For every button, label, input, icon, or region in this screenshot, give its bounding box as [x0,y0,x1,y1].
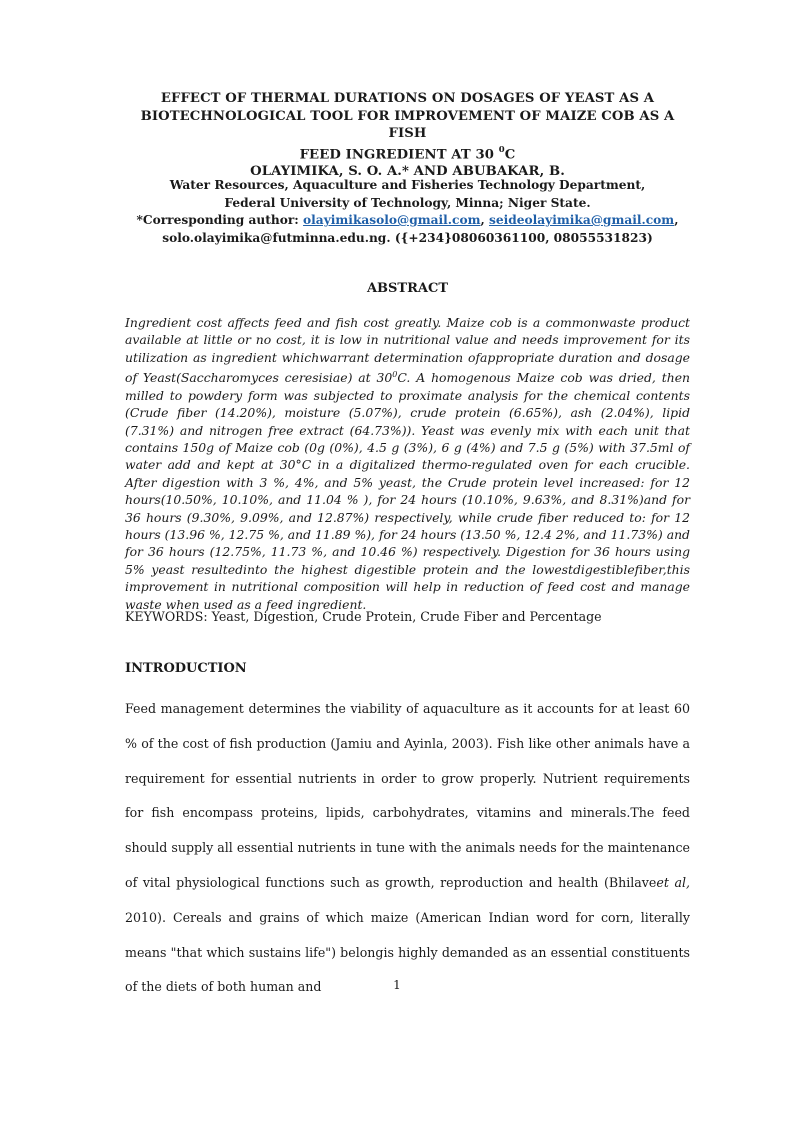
paper-title [120,90,695,181]
title-line-3-unit: C [504,146,516,162]
abstract-body [125,314,690,613]
affiliation-block [120,177,695,247]
email-link-2[interactable]: seideolayimika@gmail.com [488,213,675,227]
contact-details: solo.olayimika@futminna.edu.ng. ({+234}08060361100, 08055531823) [162,230,653,245]
title-line-3-text: FEED INGREDIENT AT 30 [299,146,495,162]
introduction-body [125,692,690,1005]
title-line-2: BIOTECHNOLOGICAL TOOL FOR IMPROVEMENT OF MAIZE COB AS A FISH [140,108,675,141]
introduction-text-2: 2010). Cereals and grains of which maize (American Indian word for corn, literally means "that which sustains life") belongis highly demanded as an essential constituents of the diets of both human and [125,909,690,995]
email-link-1[interactable]: olayimikasolo@gmail.com [303,213,481,227]
email-separator: , [480,213,489,227]
title-line-1: EFFECT OF THERMAL DURATIONS ON DOSAGES OF YEAST AS A [160,91,655,106]
corresponding-author-label: *Corresponding author: [136,213,304,227]
abstract-heading: ABSTRACT [366,281,449,296]
department: Water Resources, Aquaculture and Fisheries Technology Department, [169,178,646,192]
keywords: KEYWORDS: Yeast, Digestion, Crude Protein, Crude Fiber and Percentage [125,609,602,624]
abstract-text-2: C. A homogenous Maize cob was dried, then milled to powdery form was subjected to proximate analysis for the chemical contents (Crude fiber (14.20%), moisture (5.07%), crude protein (6.65%), ash (2.04%), lipid (7.31%) and nitrogen free extract (64.73%)). Yeast was evenly mix with each unit that contains 150g of Maize cob (0g (0%), 4.5 g (3%), 6 g (4%) and 7.5 g (5%) with 37.5ml of water add and kept at 30°C in a digitalized thermo-regulated oven for each crucible. After digestion with 3 %, 4%, and 5% yeast, the Crude protein level increased: for 12 hours(10.50%, 10.10%, and 11.04 % ), for 24 hours (10.10%, 9.63%, and 8.31%)and for 36 hours (9.30%, 9.09%, and 12.87%) respectively, while crude fiber reduced to: for 12 hours (13.96 %, 12.75 %, and 11.89 %), for 24 hours (13.50 %, 12.4 2%, and 11.73%) and for 36 hours (12.75%, 11.73 %, and 10.46 %) respectively. Digestion for 36 hours using 5% yeast resultedinto the highest digestible protein and the lowestdigestiblefiber,this improvement in nutritional composition will help in reduction of feed cost and manage waste when used as a feed ingredient. [125,370,691,612]
abstract-text-1: Ingredient cost affects feed and fish cost greatly. Maize cob is a commonwaste product available at little or no cost, it is low in nutritional value and needs improvement for its utilization as ingredient whichwarrant determination ofappropriate duration and dosage of Yeast(Saccharomyces ceresisiae) at 30 [125,315,690,386]
page-number: 1 [393,978,401,992]
introduction-text-1: Feed management determines the viability of aquaculture as it accounts for at least 60 % of the cost of fish production (Jamiu and Ayinla, 2003). Fish like other animals have a requirement for essential nutrients in order to grow properly. Nutrient requirements for fish encompass proteins, lipids, carbohydrates, vitamins and minerals.The feed should supply all essential nutrients in tune with the animals needs for the maintenance of vital physiological functions such as growth, reproduction and health (Bhilave [125,701,690,890]
abstract-degree-superscript: 0 [392,370,398,380]
citation-et-al: et al, [656,874,690,890]
university: Federal University of Technology, Minna; Niger State. [224,195,591,210]
title-line-3 [120,143,695,164]
authors: OLAYIMIKA, S. O. A.* AND ABUBAKAR, B. [250,164,565,180]
corresponding-author-line [120,212,695,230]
degree-superscript: 0 [498,144,505,155]
email-trail: , [674,213,679,227]
introduction-heading: INTRODUCTION [125,661,247,676]
